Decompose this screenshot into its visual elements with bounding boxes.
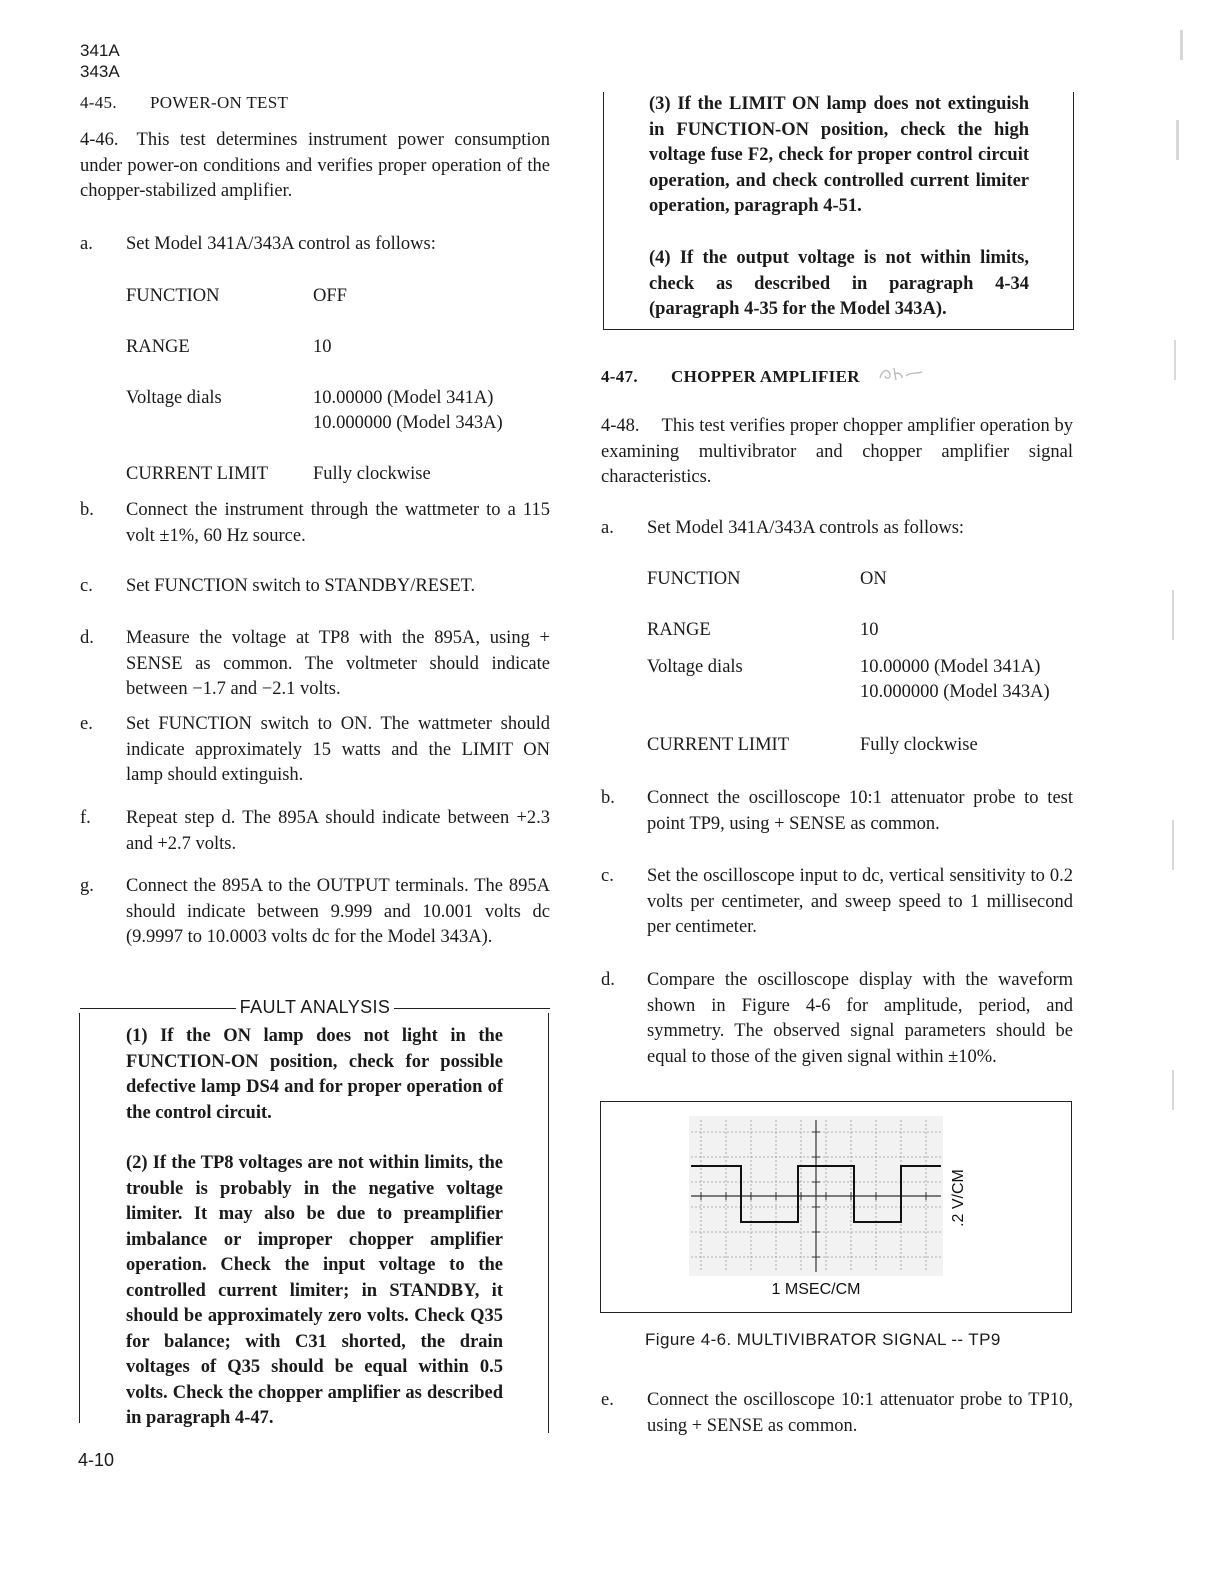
step-c-right (601, 864, 1073, 937)
step-text: Measure the voltage at TP8 with the 895A, using + SENSE as common. The voltmeter should indicate between −1.7 and −2.1 volts. (126, 628, 550, 699)
step-e-right (601, 1388, 1073, 1436)
x-axis-label: 1 MSEC/CM (771, 1281, 861, 1298)
step-text: Connect the instrument through the wattmeter to a 115 volt ±1%, 60 Hz source. (126, 500, 550, 546)
binding-edge-mark (1176, 120, 1179, 160)
fault-item-3: (3) If the LIMIT ON lamp does not extinguish in FUNCTION-ON position, check the high voltage fuse F2, check for proper control circuit operation, and check controlled current limiter operation, paragraph 4-51. (649, 94, 1029, 216)
control-name-voltage-dials: Voltage dials (647, 657, 743, 677)
step-d-right (601, 968, 1073, 1067)
control-value-range: 10 (313, 337, 332, 357)
title-rule-right (394, 1008, 550, 1009)
control-name-range: RANGE (126, 337, 190, 357)
step-text: Compare the oscilloscope display with the waveform shown in Figure 4-6 for amplitude, period, and symmetry. The observed signal parameters should be equal to those of the given signal within ±10%. (647, 970, 1073, 1067)
control-value-current-limit: Fully clockwise (313, 464, 431, 484)
page-number: 4-10 (78, 1450, 115, 1470)
step-d (80, 626, 550, 699)
control-value-function: OFF (313, 286, 347, 306)
fault-item-2: (2) If the TP8 voltages are not within limits, the trouble is probably in the negative voltage limiter. It may also be due to preamplifier imbalance or improper chopper amplifier operation. Check the input voltage to the controlled current limiter; in STANDBY, it should be approximately zero volts. Check Q35 for balance; with C31 shorted, the drain voltages of Q35 should be equal within 0.5 volts. Check the chopper amplifier as described in paragraph 4-47. (126, 1153, 503, 1428)
handwritten-scribble-icon (876, 362, 924, 384)
step-letter: a. (80, 234, 93, 254)
step-letter: e. (80, 714, 93, 734)
model-number-343a: 343A (80, 62, 120, 81)
step-text: Set Model 341A/343A control as follows: (126, 234, 436, 254)
fault-box-left-border (79, 1013, 80, 1423)
section-number: 4-45. (80, 93, 117, 112)
control-name-function: FUNCTION (647, 569, 741, 589)
control-value-voltage-dials-343a: 10.000000 (Model 343A) (313, 413, 503, 433)
fault-analysis-title (80, 996, 550, 1018)
step-text: Set FUNCTION switch to STANDBY/RESET. (126, 576, 476, 596)
step-c (80, 574, 550, 600)
step-text: Connect the oscilloscope 10:1 attenuator probe to TP10, using + SENSE as common. (647, 1390, 1073, 1436)
oscilloscope-waveform (601, 1102, 1071, 1312)
step-letter: a. (601, 518, 614, 538)
step-letter: d. (80, 628, 94, 648)
control-value-range: 10 (860, 620, 879, 640)
paragraph-text: This test determines instrument power consumption under power-on conditions and verifies proper operation of the chopper-stabilized amplifier. (80, 130, 550, 201)
step-e (80, 712, 550, 785)
step-b (80, 498, 550, 546)
step-b-right (601, 786, 1073, 834)
fault-item-1: (1) If the ON lamp does not light in the FUNCTION-ON position, check for possible defective lamp DS4 and for proper operation of the control circuit. (126, 1026, 503, 1123)
step-text: Connect the 895A to the OUTPUT terminals. The 895A should indicate between 9.999 and 10.001 volts dc (9.9997 to 10.0003 volts dc for the Model 343A). (126, 876, 550, 947)
step-g (80, 874, 550, 947)
section-heading-4-47 (601, 366, 1071, 387)
step-text: Connect the oscilloscope 10:1 attenuator probe to test point TP9, using + SENSE as common. (647, 788, 1073, 834)
step-a (80, 232, 550, 258)
control-value-voltage-dials-341a: 10.00000 (Model 341A) (313, 388, 494, 408)
step-f (80, 806, 550, 854)
handwritten-mark (876, 362, 924, 384)
control-value-voltage-dials-341a: 10.00000 (Model 341A) (860, 657, 1041, 677)
control-value-function: ON (860, 569, 887, 589)
fault-analysis-label: FAULT ANALYSIS (239, 996, 391, 1017)
y-axis-label: .2 V/CM (950, 1169, 967, 1227)
binding-edge-mark (1172, 1070, 1174, 1110)
paragraph-4-46 (80, 128, 550, 205)
paragraph-number: 4-46. (80, 130, 119, 150)
binding-edge-mark (1174, 340, 1176, 380)
control-name-function: FUNCTION (126, 286, 220, 306)
step-letter: g. (80, 876, 94, 896)
control-name-current-limit: CURRENT LIMIT (126, 464, 269, 484)
title-rule-left (80, 1008, 236, 1009)
step-letter: c. (80, 576, 93, 596)
page-header (80, 40, 120, 82)
section-number: 4-47. (601, 367, 638, 386)
step-text: Set FUNCTION switch to ON. The wattmeter should indicate approximately 15 watts and the LIMIT ON lamp should extinguish. (126, 714, 550, 785)
step-text: Set Model 341A/343A controls as follows: (647, 518, 965, 538)
step-letter: c. (601, 866, 614, 886)
fault-box-right-border (548, 1013, 549, 1433)
figure-4-6 (600, 1101, 1072, 1313)
model-number-341a: 341A (80, 41, 120, 60)
paragraph-number: 4-48. (601, 416, 640, 436)
section-heading-4-45 (80, 92, 550, 113)
paragraph-4-48 (601, 414, 1073, 491)
section-title: POWER-ON TEST (150, 93, 289, 112)
binding-edge-mark (1172, 820, 1174, 870)
control-name-voltage-dials: Voltage dials (126, 388, 222, 408)
step-a-right (601, 516, 1073, 542)
section-title: CHOPPER AMPLIFIER (671, 367, 860, 386)
figure-caption: Figure 4-6. MULTIVIBRATOR SIGNAL -- TP9 (645, 1330, 1001, 1349)
step-letter: f. (80, 808, 91, 828)
control-name-current-limit: CURRENT LIMIT (647, 735, 790, 755)
control-value-voltage-dials-343a: 10.000000 (Model 343A) (860, 682, 1050, 702)
step-letter: e. (601, 1390, 614, 1410)
step-text: Set the oscilloscope input to dc, vertical sensitivity to 0.2 volts per centimeter, and sweep speed to 1 millisecond per centimeter. (647, 866, 1073, 937)
control-value-current-limit: Fully clockwise (860, 735, 978, 755)
control-name-range: RANGE (647, 620, 711, 640)
step-letter: b. (601, 788, 615, 808)
paragraph-text: This test verifies proper chopper amplifier operation by examining multivibrator and chopper amplifier signal characteristics. (601, 416, 1073, 487)
step-letter: d. (601, 970, 615, 990)
step-letter: b. (80, 500, 94, 520)
fault-item-4: (4) If the output voltage is not within limits, check as described in paragraph 4-34 (paragraph 4-35 for the Model 343A). (649, 248, 1029, 319)
binding-edge-mark (1172, 590, 1174, 640)
step-text: Repeat step d. The 895A should indicate between +2.3 and +2.7 volts. (126, 808, 550, 854)
binding-edge-mark (1180, 30, 1183, 60)
